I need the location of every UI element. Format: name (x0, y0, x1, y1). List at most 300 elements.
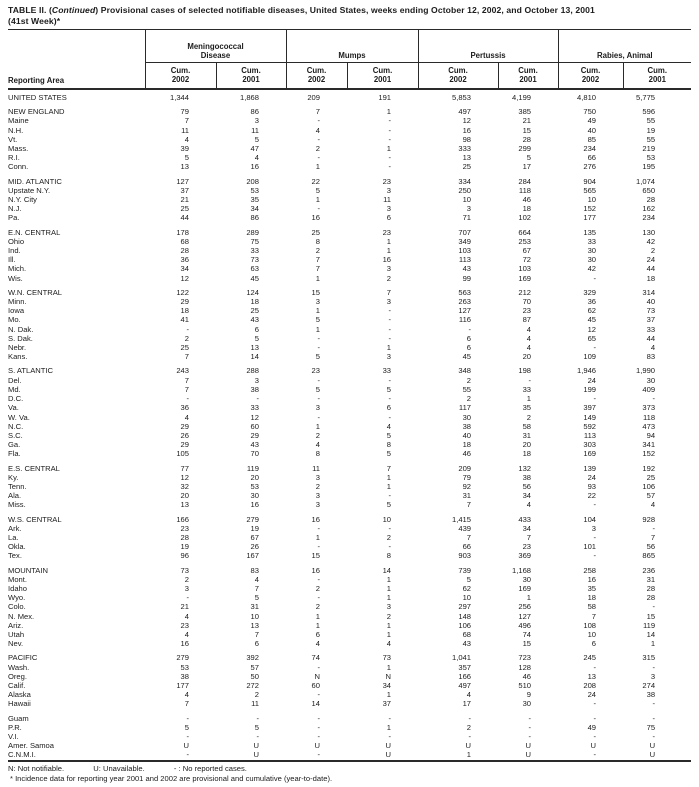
table-row (8, 246, 691, 255)
value-cell: 1 (315, 306, 320, 316)
value-cell: - (388, 315, 392, 325)
table-row (8, 186, 691, 195)
reporting-area-cell: Ky. (8, 472, 19, 482)
value-cell: 299 (518, 144, 532, 154)
value-cell: 5 (386, 384, 392, 394)
value-cell: 3 (386, 204, 392, 214)
group-header-meningococcal: Meningococcal Disease (145, 30, 286, 62)
value-cell: 1,415 (452, 514, 472, 524)
value-cell: 118 (518, 185, 532, 195)
value-cell: 409 (642, 384, 656, 394)
reporting-area-cell: Miss. (8, 500, 26, 510)
value-cell: 592 (583, 421, 597, 431)
value-cell: 63 (250, 264, 259, 274)
value-cell: 12 (250, 412, 259, 422)
value-cell: 1 (315, 532, 320, 542)
value-cell: 18 (462, 440, 472, 450)
table-row (8, 102, 691, 116)
value-cell: 40 (646, 297, 656, 307)
value-cell: 22 (587, 491, 597, 501)
table-row (8, 533, 691, 542)
value-cell: 10 (382, 514, 392, 524)
value-cell: 3 (315, 297, 320, 307)
value-cell: 1 (386, 144, 392, 154)
value-cell: 135 (583, 227, 597, 237)
value-cell: 67 (250, 532, 259, 542)
value-cell: 31 (522, 430, 532, 440)
value-cell: 865 (642, 551, 656, 561)
value-cell: - (652, 523, 656, 533)
reporting-area-cell: Pa. (8, 213, 20, 223)
value-cell: 7 (184, 352, 189, 362)
value-cell: - (388, 732, 392, 741)
value-cell: 28 (646, 195, 656, 205)
value-cell: 314 (642, 287, 656, 297)
table-section (8, 709, 691, 761)
value-cell: 392 (246, 653, 259, 663)
value-cell: 20 (250, 472, 259, 482)
value-cell: 5 (254, 333, 259, 343)
table-row (8, 510, 691, 524)
value-cell: 103 (518, 264, 532, 274)
column-group-row (8, 30, 691, 62)
value-cell: - (317, 750, 320, 760)
table-row (8, 204, 691, 213)
value-cell: 6 (386, 403, 392, 413)
value-cell: - (468, 713, 472, 723)
value-cell: 177 (176, 680, 189, 690)
value-cell: 2 (315, 583, 320, 593)
group-header-mumps: Mumps (286, 30, 418, 62)
table-row (8, 172, 691, 186)
table-row (8, 162, 691, 171)
value-cell: 341 (642, 440, 656, 450)
value-cell: 1 (386, 236, 392, 246)
value-cell: 11 (251, 699, 259, 709)
table-row (8, 542, 691, 551)
table-row (8, 449, 691, 458)
value-cell: U (183, 741, 189, 751)
value-cell: 45 (250, 273, 259, 283)
value-cell: 10 (587, 195, 597, 205)
value-cell: 10 (250, 611, 259, 621)
value-cell: - (388, 523, 392, 533)
value-cell: 28 (646, 593, 656, 603)
value-cell: 4 (386, 639, 392, 649)
value-cell: 24 (587, 690, 597, 700)
value-cell: 50 (250, 671, 259, 681)
reporting-area-cell: Wash. (8, 662, 30, 672)
value-cell: 6 (386, 213, 392, 223)
value-cell: 37 (646, 315, 656, 325)
value-cell: 19 (250, 523, 259, 533)
title-continued: Continued (51, 5, 96, 15)
value-cell: 3 (386, 264, 392, 274)
value-cell: 43 (462, 264, 472, 274)
table-section (8, 361, 691, 458)
reporting-area-cell: W.S. CENTRAL (8, 514, 62, 524)
value-cell: 18 (587, 593, 597, 603)
value-cell: - (317, 523, 320, 533)
value-cell: 707 (458, 227, 472, 237)
value-cell: - (317, 343, 320, 353)
value-cell: 21 (180, 195, 189, 205)
value-cell: 45 (462, 352, 472, 362)
value-cell: 279 (176, 653, 189, 663)
subheader-mumps-2002: Cum. 2002 (286, 62, 347, 89)
table-row (8, 213, 691, 222)
table-row (8, 500, 691, 509)
table-row (8, 283, 691, 297)
value-cell: - (388, 713, 392, 723)
value-cell: 35 (250, 195, 259, 205)
value-cell: - (317, 732, 320, 741)
value-cell: 6 (466, 333, 472, 343)
reporting-area-cell: UNITED STATES (8, 93, 67, 102)
value-cell: U (525, 741, 532, 751)
notifiable-diseases-table (8, 30, 691, 762)
value-cell: 2 (466, 394, 472, 404)
value-cell: 29 (180, 297, 189, 307)
value-cell: 34 (522, 491, 532, 501)
value-cell: 20 (522, 440, 532, 450)
table-row (8, 195, 691, 204)
value-cell: 35 (522, 403, 532, 413)
reporting-area-cell: Calif. (8, 680, 26, 690)
value-cell: 101 (583, 542, 597, 552)
value-cell: 98 (462, 134, 472, 144)
table-row (8, 459, 691, 473)
table-row (8, 440, 691, 449)
value-cell: 1 (315, 195, 320, 205)
value-cell: 3 (650, 671, 656, 681)
title-week: (41st Week)* (8, 15, 61, 26)
table-row (8, 732, 691, 741)
table-row (8, 376, 691, 385)
value-cell: 16 (382, 255, 392, 265)
table-section (8, 510, 691, 561)
value-cell: 6 (591, 639, 597, 649)
value-cell: 42 (587, 264, 597, 274)
value-cell: 30 (522, 574, 532, 584)
value-cell: - (528, 722, 532, 732)
value-cell: - (388, 491, 392, 501)
value-cell: 24 (587, 375, 597, 385)
value-cell: 1 (386, 629, 392, 639)
value-cell: - (528, 375, 532, 385)
value-cell: 152 (642, 449, 656, 459)
value-cell: - (528, 713, 532, 723)
value-cell: 53 (250, 481, 259, 491)
reporting-area-cell: Ind. (8, 246, 21, 256)
value-cell: 1 (386, 107, 392, 117)
value-cell: 38 (180, 671, 189, 681)
value-cell: 93 (587, 481, 597, 491)
value-cell: 118 (642, 412, 656, 422)
value-cell: 42 (646, 236, 656, 246)
value-cell: 6 (254, 639, 259, 649)
value-cell: 28 (180, 532, 189, 542)
value-cell: 2 (526, 412, 532, 422)
value-cell: 357 (458, 662, 472, 672)
value-cell: 13 (180, 162, 189, 172)
value-cell: - (317, 394, 320, 404)
value-cell: 106 (458, 620, 472, 630)
reporting-area-header: Reporting Area (8, 30, 145, 89)
value-cell: 83 (250, 565, 259, 575)
table-row (8, 699, 691, 708)
value-cell: 2 (466, 722, 472, 732)
value-cell: 94 (646, 430, 656, 440)
table-row (8, 639, 691, 648)
value-cell: 25 (250, 306, 259, 316)
value-cell: U (649, 741, 656, 751)
value-cell: 397 (583, 403, 597, 413)
value-cell: 11 (181, 125, 189, 135)
value-cell: 57 (646, 491, 656, 501)
value-cell: 15 (522, 639, 532, 649)
reporting-area-cell: Ohio (8, 236, 25, 246)
reporting-area-cell: W.N. CENTRAL (8, 287, 63, 297)
value-cell: 169 (518, 273, 532, 283)
value-cell: 26 (180, 430, 189, 440)
value-cell: 33 (250, 403, 259, 413)
value-cell: 11 (312, 463, 320, 473)
value-cell: U (385, 750, 392, 760)
value-cell: 2 (315, 246, 320, 256)
table-section (8, 648, 691, 708)
reporting-area-cell: Ala. (8, 491, 22, 501)
reporting-area-cell: NEW ENGLAND (8, 107, 65, 117)
table-row (8, 431, 691, 440)
table-row (8, 255, 691, 264)
reporting-area-cell: Idaho (8, 583, 28, 593)
value-cell: 148 (458, 611, 472, 621)
value-cell: 149 (583, 412, 597, 422)
value-cell: 25 (311, 227, 320, 237)
value-cell: 198 (518, 366, 532, 376)
value-cell: 3 (184, 583, 189, 593)
reporting-area-cell: Upstate N.Y. (8, 185, 51, 195)
value-cell: 152 (583, 204, 597, 214)
reporting-area-cell: Iowa (8, 306, 25, 316)
value-cell: 31 (646, 574, 656, 584)
value-cell: 5 (526, 153, 532, 163)
value-cell: 44 (646, 333, 656, 343)
table-row (8, 144, 691, 153)
value-cell: 108 (583, 620, 597, 630)
value-cell: - (186, 324, 189, 334)
reporting-area-cell: Ill. (8, 255, 16, 265)
value-cell: 57 (250, 662, 259, 672)
value-cell: 1 (386, 690, 392, 700)
subheader-men-2002: Cum. 2002 (145, 62, 216, 89)
value-cell: N (314, 671, 320, 681)
table-row (8, 621, 691, 630)
value-cell: 1 (315, 162, 320, 172)
value-cell: - (528, 732, 532, 741)
value-cell: 127 (518, 611, 532, 621)
value-cell: 41 (180, 315, 189, 325)
subheader-men-2001: Cum. 2001 (216, 62, 286, 89)
value-cell: 496 (518, 620, 532, 630)
value-cell: N (385, 671, 392, 681)
value-cell: - (388, 134, 392, 144)
value-cell: 3 (315, 403, 320, 413)
value-cell: 209 (307, 93, 320, 102)
value-cell: - (317, 722, 320, 732)
value-cell: 70 (250, 449, 259, 459)
value-cell: - (317, 690, 320, 700)
value-cell: 38 (462, 421, 472, 431)
value-cell: 7 (386, 287, 392, 297)
value-cell: - (186, 713, 189, 723)
value-cell: 44 (180, 213, 189, 223)
table-row (8, 422, 691, 431)
value-cell: 1 (315, 620, 320, 630)
value-cell: 39 (180, 144, 189, 154)
footnote-not-notifiable: N: Not notifiable. (8, 763, 65, 773)
value-cell: 29 (180, 421, 189, 431)
value-cell: 30 (646, 375, 656, 385)
value-cell: 2 (386, 273, 392, 283)
value-cell: 7 (184, 699, 189, 709)
value-cell: 17 (462, 699, 472, 709)
value-cell: 208 (246, 176, 259, 186)
value-cell: 29 (180, 440, 189, 450)
value-cell: - (593, 551, 597, 561)
value-cell: 16 (311, 213, 320, 223)
value-cell: 33 (250, 246, 259, 256)
table-row (8, 325, 691, 334)
value-cell: 33 (587, 236, 597, 246)
value-cell: 166 (458, 671, 472, 681)
value-cell: 16 (180, 639, 189, 649)
table-row (8, 413, 691, 422)
value-cell: 4 (184, 412, 189, 422)
value-cell: 6 (315, 629, 320, 639)
value-cell: 563 (458, 287, 472, 297)
value-cell: 1 (386, 343, 392, 353)
value-cell: 102 (518, 213, 532, 223)
subheader-rabies-2002: Cum. 2002 (558, 62, 623, 89)
value-cell: 33 (522, 384, 532, 394)
value-cell: 113 (458, 255, 472, 265)
value-cell: 15 (522, 125, 532, 135)
value-cell: 1 (386, 583, 392, 593)
value-cell: 3 (386, 185, 392, 195)
value-cell: 258 (583, 565, 597, 575)
value-cell: 236 (642, 565, 656, 575)
value-cell: 6 (466, 343, 472, 353)
value-cell: U (465, 741, 472, 751)
value-cell: - (388, 125, 392, 135)
table-row (8, 672, 691, 681)
value-cell: 8 (386, 440, 392, 450)
reporting-area-cell: Wis. (8, 273, 23, 283)
value-cell: 279 (246, 514, 259, 524)
reporting-area-cell: C.N.M.I. (8, 750, 36, 760)
value-cell: 3 (386, 352, 392, 362)
table-row (8, 709, 691, 723)
reporting-area-cell: S. ATLANTIC (8, 366, 54, 376)
value-cell: 1 (386, 574, 392, 584)
reporting-area-cell: Colo. (8, 602, 26, 612)
value-cell: 333 (458, 144, 472, 154)
value-cell: 5 (315, 315, 320, 325)
value-cell: 15 (311, 287, 320, 297)
value-cell: 109 (583, 352, 597, 362)
value-cell: 7 (315, 264, 320, 274)
value-cell: 5 (386, 449, 392, 459)
value-cell: 16 (250, 162, 259, 172)
value-cell: 8 (386, 551, 392, 561)
value-cell: 12 (587, 324, 597, 334)
value-cell: 234 (642, 213, 656, 223)
value-cell: 1 (466, 750, 472, 760)
value-cell: 12 (180, 472, 189, 482)
value-cell: - (593, 662, 597, 672)
value-cell: 34 (250, 204, 259, 214)
value-cell: 31 (250, 602, 259, 612)
reporting-area-cell: Maine (8, 116, 29, 126)
value-cell: 14 (311, 699, 320, 709)
table-row (8, 385, 691, 394)
value-cell: 11 (251, 125, 259, 135)
value-cell: 4 (184, 134, 189, 144)
value-cell: 1,990 (636, 366, 656, 376)
value-cell: 2 (184, 574, 189, 584)
value-cell: 8 (315, 236, 320, 246)
value-cell: U (253, 750, 259, 760)
reporting-area-cell: Kans. (8, 352, 28, 362)
value-cell: 245 (583, 653, 597, 663)
table-section (8, 172, 691, 223)
value-cell: 650 (642, 185, 656, 195)
value-cell: 130 (642, 227, 656, 237)
value-cell: 73 (250, 255, 259, 265)
value-cell: 284 (518, 176, 532, 186)
value-cell: - (388, 324, 392, 334)
value-cell: 7 (386, 463, 392, 473)
reporting-area-cell: Vt. (8, 134, 18, 144)
value-cell: 1,041 (452, 653, 472, 663)
value-cell: 297 (458, 602, 472, 612)
value-cell: 2 (386, 532, 392, 542)
value-cell: 7 (650, 532, 656, 542)
value-cell: 234 (583, 144, 597, 154)
value-cell: 5 (315, 384, 320, 394)
value-cell: 510 (518, 680, 532, 690)
value-cell: 116 (458, 315, 472, 325)
value-cell: - (593, 750, 597, 760)
reporting-area-cell: Va. (8, 403, 19, 413)
value-cell: 7 (526, 532, 532, 542)
value-cell: 1 (526, 593, 532, 603)
reporting-area-cell: R.I. (8, 153, 20, 163)
value-cell: 34 (382, 680, 392, 690)
value-cell: 7 (184, 384, 189, 394)
value-cell: 5,853 (452, 93, 472, 102)
value-cell: - (317, 593, 320, 603)
value-cell: 30 (587, 246, 597, 256)
value-cell: 3 (315, 472, 320, 482)
value-cell: 43 (250, 440, 259, 450)
value-cell: 497 (458, 680, 472, 690)
value-cell: 7 (315, 255, 320, 265)
table-title (8, 5, 691, 30)
table-row (8, 352, 691, 361)
